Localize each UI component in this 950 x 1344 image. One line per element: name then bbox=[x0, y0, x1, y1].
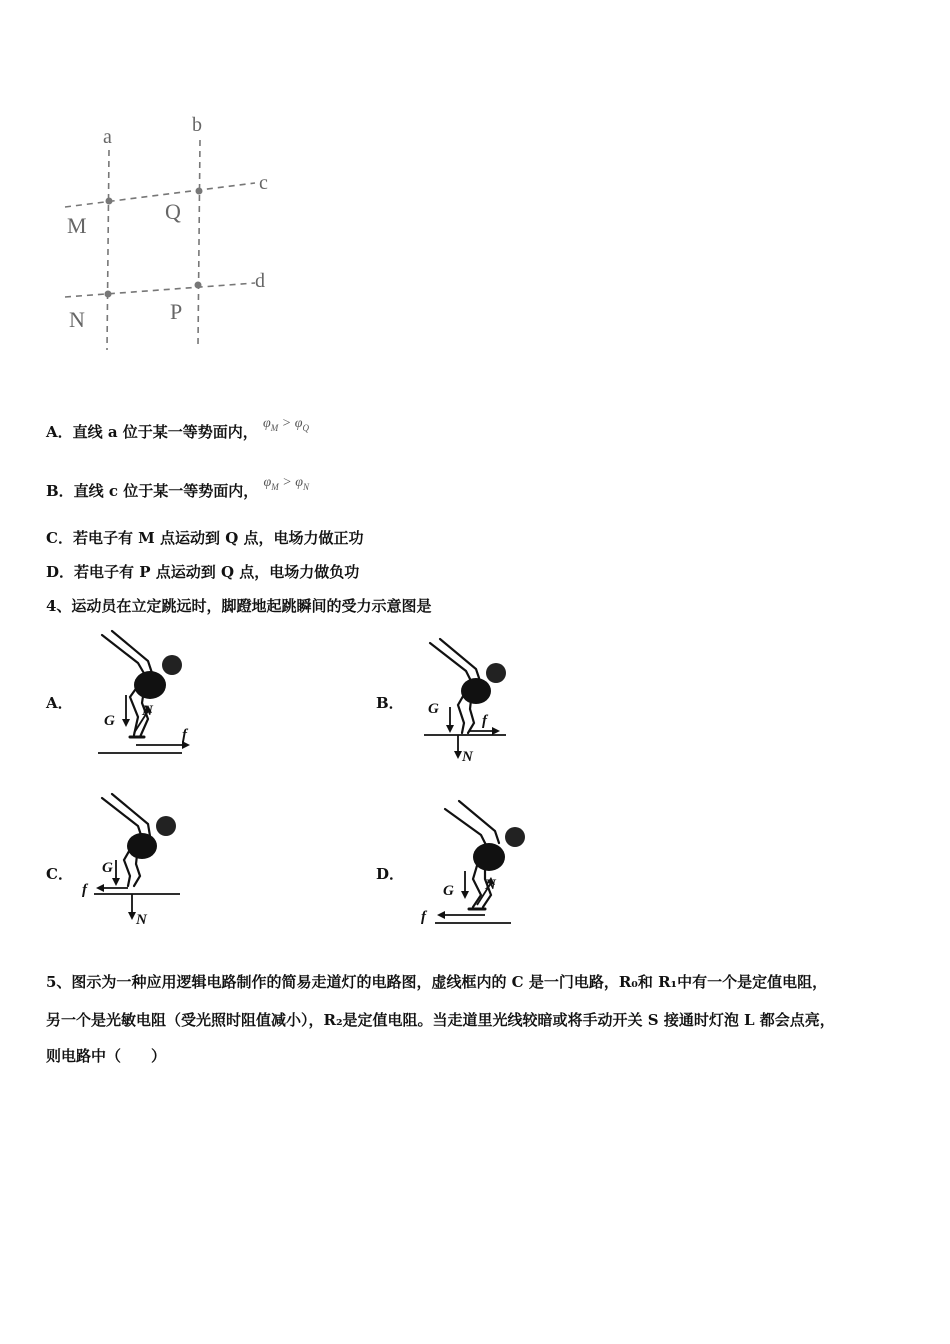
q3-option-a: A．直线 a 位于某一等势面内， $\varphi_M > \varphi_Q$ bbox=[46, 416, 309, 441]
label-a: a bbox=[103, 126, 112, 148]
q5-stem-line-2: 另一个是光敏电阻（受光照时阻值减小），R₂是定值电阻。当走道里光线较暗或将手动开关 S 接通时灯泡 L 都会点亮， bbox=[46, 1011, 835, 1029]
line-a bbox=[107, 150, 109, 350]
force-n-label-c: N bbox=[136, 912, 147, 928]
label-Q: Q bbox=[165, 199, 181, 224]
q4-option-b-label: B． bbox=[376, 694, 404, 712]
point-N bbox=[105, 291, 112, 298]
point-Q bbox=[196, 188, 203, 195]
phi-inequality-b: $\varphi_M > \varphi_N$ bbox=[263, 475, 309, 492]
label-M: M bbox=[67, 213, 87, 238]
jumper-figure-c bbox=[80, 790, 190, 930]
force-f-label-b: f bbox=[482, 713, 487, 729]
jumper-figure-b bbox=[420, 635, 530, 770]
phi-inequality-a: $\varphi_M > \varphi_Q$ bbox=[263, 416, 309, 433]
point-P bbox=[195, 282, 202, 289]
field-line-diagram bbox=[55, 105, 295, 365]
force-g-label-b: G bbox=[428, 701, 439, 717]
force-g-label-d: G bbox=[443, 883, 454, 899]
line-b bbox=[198, 140, 200, 345]
q4-option-c-label: C． bbox=[46, 865, 73, 883]
q4-stem: 4、运动员在立定跳远时，脚蹬地起跳瞬间的受力示意图是 bbox=[46, 597, 432, 615]
label-b: b bbox=[192, 114, 202, 136]
force-n-label-a: N bbox=[142, 703, 153, 719]
force-g-label-a: G bbox=[104, 713, 115, 729]
jumper-figure-d bbox=[415, 795, 540, 935]
q5-stem-line-1: 5、图示为一种应用逻辑电路制作的简易走道灯的电路图，虚线框内的 C 是一门电路，R₀和 R₁中有一个是定值电阻， bbox=[46, 973, 828, 991]
q3-option-d: D．若电子有 P 点运动到 Q 点，电场力做负功 bbox=[46, 563, 360, 581]
q4-option-d-label: D． bbox=[376, 865, 405, 883]
q4-option-a-label: A． bbox=[46, 694, 73, 712]
label-P: P bbox=[170, 299, 183, 324]
force-f-label-a: f bbox=[182, 727, 187, 743]
label-d: d bbox=[255, 270, 265, 292]
q3-option-c: C．若电子有 M 点运动到 Q 点，电场力做正功 bbox=[46, 529, 364, 547]
line-d bbox=[65, 283, 255, 297]
jumper-figure-a bbox=[90, 625, 200, 765]
force-f-label-c: f bbox=[82, 882, 87, 898]
force-f-label-d: f bbox=[421, 909, 426, 925]
q5-stem-line-3: 则电路中（ ） bbox=[46, 1047, 167, 1065]
line-c bbox=[65, 183, 255, 207]
force-g-label-c: G bbox=[102, 860, 113, 876]
label-N: N bbox=[69, 307, 85, 332]
force-n-label-d: N bbox=[485, 877, 496, 893]
q3-option-b: B．直线 c 位于某一等势面内， $\varphi_M > \varphi_N$ bbox=[46, 475, 309, 500]
point-M bbox=[106, 198, 113, 205]
label-c: c bbox=[259, 172, 268, 194]
force-n-label-b: N bbox=[462, 749, 473, 765]
